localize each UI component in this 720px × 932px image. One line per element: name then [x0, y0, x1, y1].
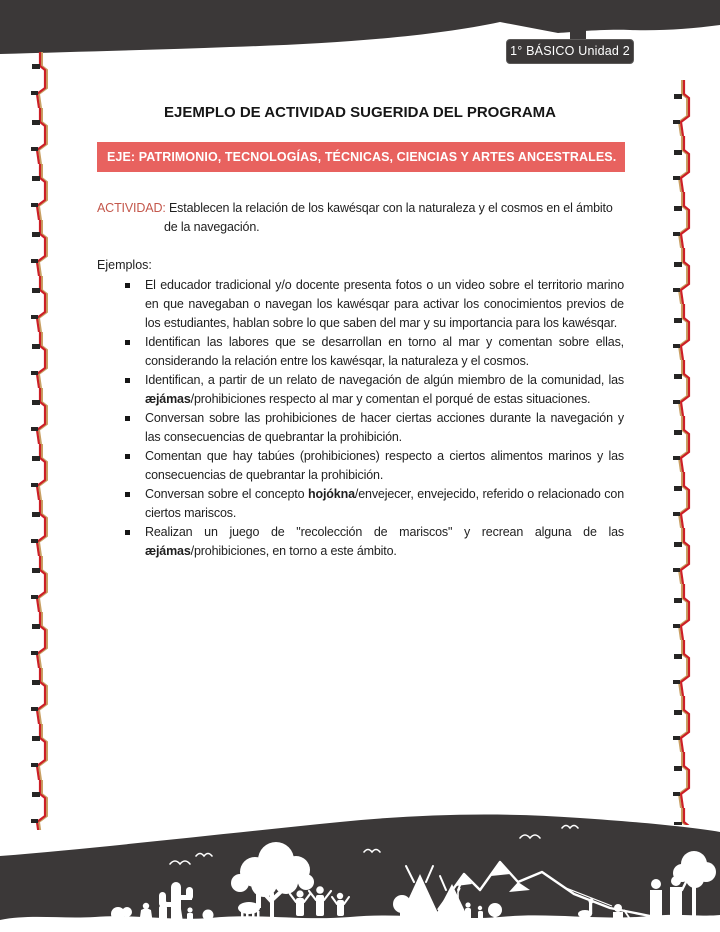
bullet-text: El educador tradicional y/o docente presenta fotos o un video sobre el territorio marino en que navegaban o navegan los kawésqar para activar los conocimientos previos de los estudiantes, hablan sobre lo que saben del mar y su importancia para los kawésqar.	[145, 278, 624, 330]
bullet-text: Conversan sobre las prohibiciones de hacer ciertas acciones durante la navegación y las consecuencias de quebrantar la prohibición.	[145, 411, 624, 444]
examples-label: Ejemplos:	[97, 258, 152, 272]
activity-text: Establecen la relación de los kawésqar con la naturaleza y el cosmos en el ámbito de la navegación.	[164, 201, 613, 234]
left-zigzag-border-icon	[28, 52, 54, 830]
eje-banner: EJE: PATRIMONIO, TECNOLOGÍAS, TÉCNICAS, CIENCIAS Y ARTES ANCESTRALES.	[97, 142, 625, 172]
right-zigzag-border-icon	[670, 80, 696, 825]
example-bullet-item	[97, 409, 624, 447]
kawesqar-term: æjámas	[145, 544, 191, 558]
example-bullet-item	[97, 371, 624, 409]
kawesqar-term: æjámas	[145, 392, 191, 406]
bullet-text: Conversan sobre el concepto	[145, 487, 309, 501]
bullet-text: Comentan que hay tabúes (prohibiciones) respecto a ciertos alimentos marinos y las consecuencias de quebrantar la prohibición.	[145, 449, 624, 482]
bullet-text: /envejecer, envejecido, referido o relacionado con ciertos mariscos.	[145, 487, 624, 520]
bullet-text: Identifican las labores que se desarrollan en torno al mar y comentan sobre ellas, considerando la relación entre los kawésqar, la naturaleza y el cosmos.	[145, 335, 624, 368]
bullet-text: /prohibiciones respecto al mar y comentan el porqué de estas situaciones.	[190, 392, 591, 406]
footer-illustration	[0, 810, 720, 932]
footer-band	[0, 815, 720, 932]
kawesqar-term: hojókna	[308, 487, 355, 501]
example-bullet-item	[97, 523, 624, 561]
bullet-text: /prohibiciones, en torno a este ámbito.	[190, 544, 397, 558]
example-bullet-item	[97, 333, 624, 371]
activity-label: ACTIVIDAD:	[97, 201, 166, 215]
example-bullet-item	[97, 447, 624, 485]
example-bullet-item	[97, 276, 624, 333]
examples-list	[97, 276, 624, 561]
bullet-text: Identifican, a partir de un relato de navegación de algún miembro de la comunidad, las	[145, 373, 624, 387]
unit-badge: 1° BÁSICO Unidad 2	[506, 39, 634, 64]
page-title: EJEMPLO DE ACTIVIDAD SUGERIDA DEL PROGRAMA	[164, 104, 556, 121]
activity-paragraph	[97, 199, 624, 237]
example-bullet-item	[97, 485, 624, 523]
bullet-text: Realizan un juego de "recolección de mariscos" y recrean alguna de las	[145, 525, 624, 539]
